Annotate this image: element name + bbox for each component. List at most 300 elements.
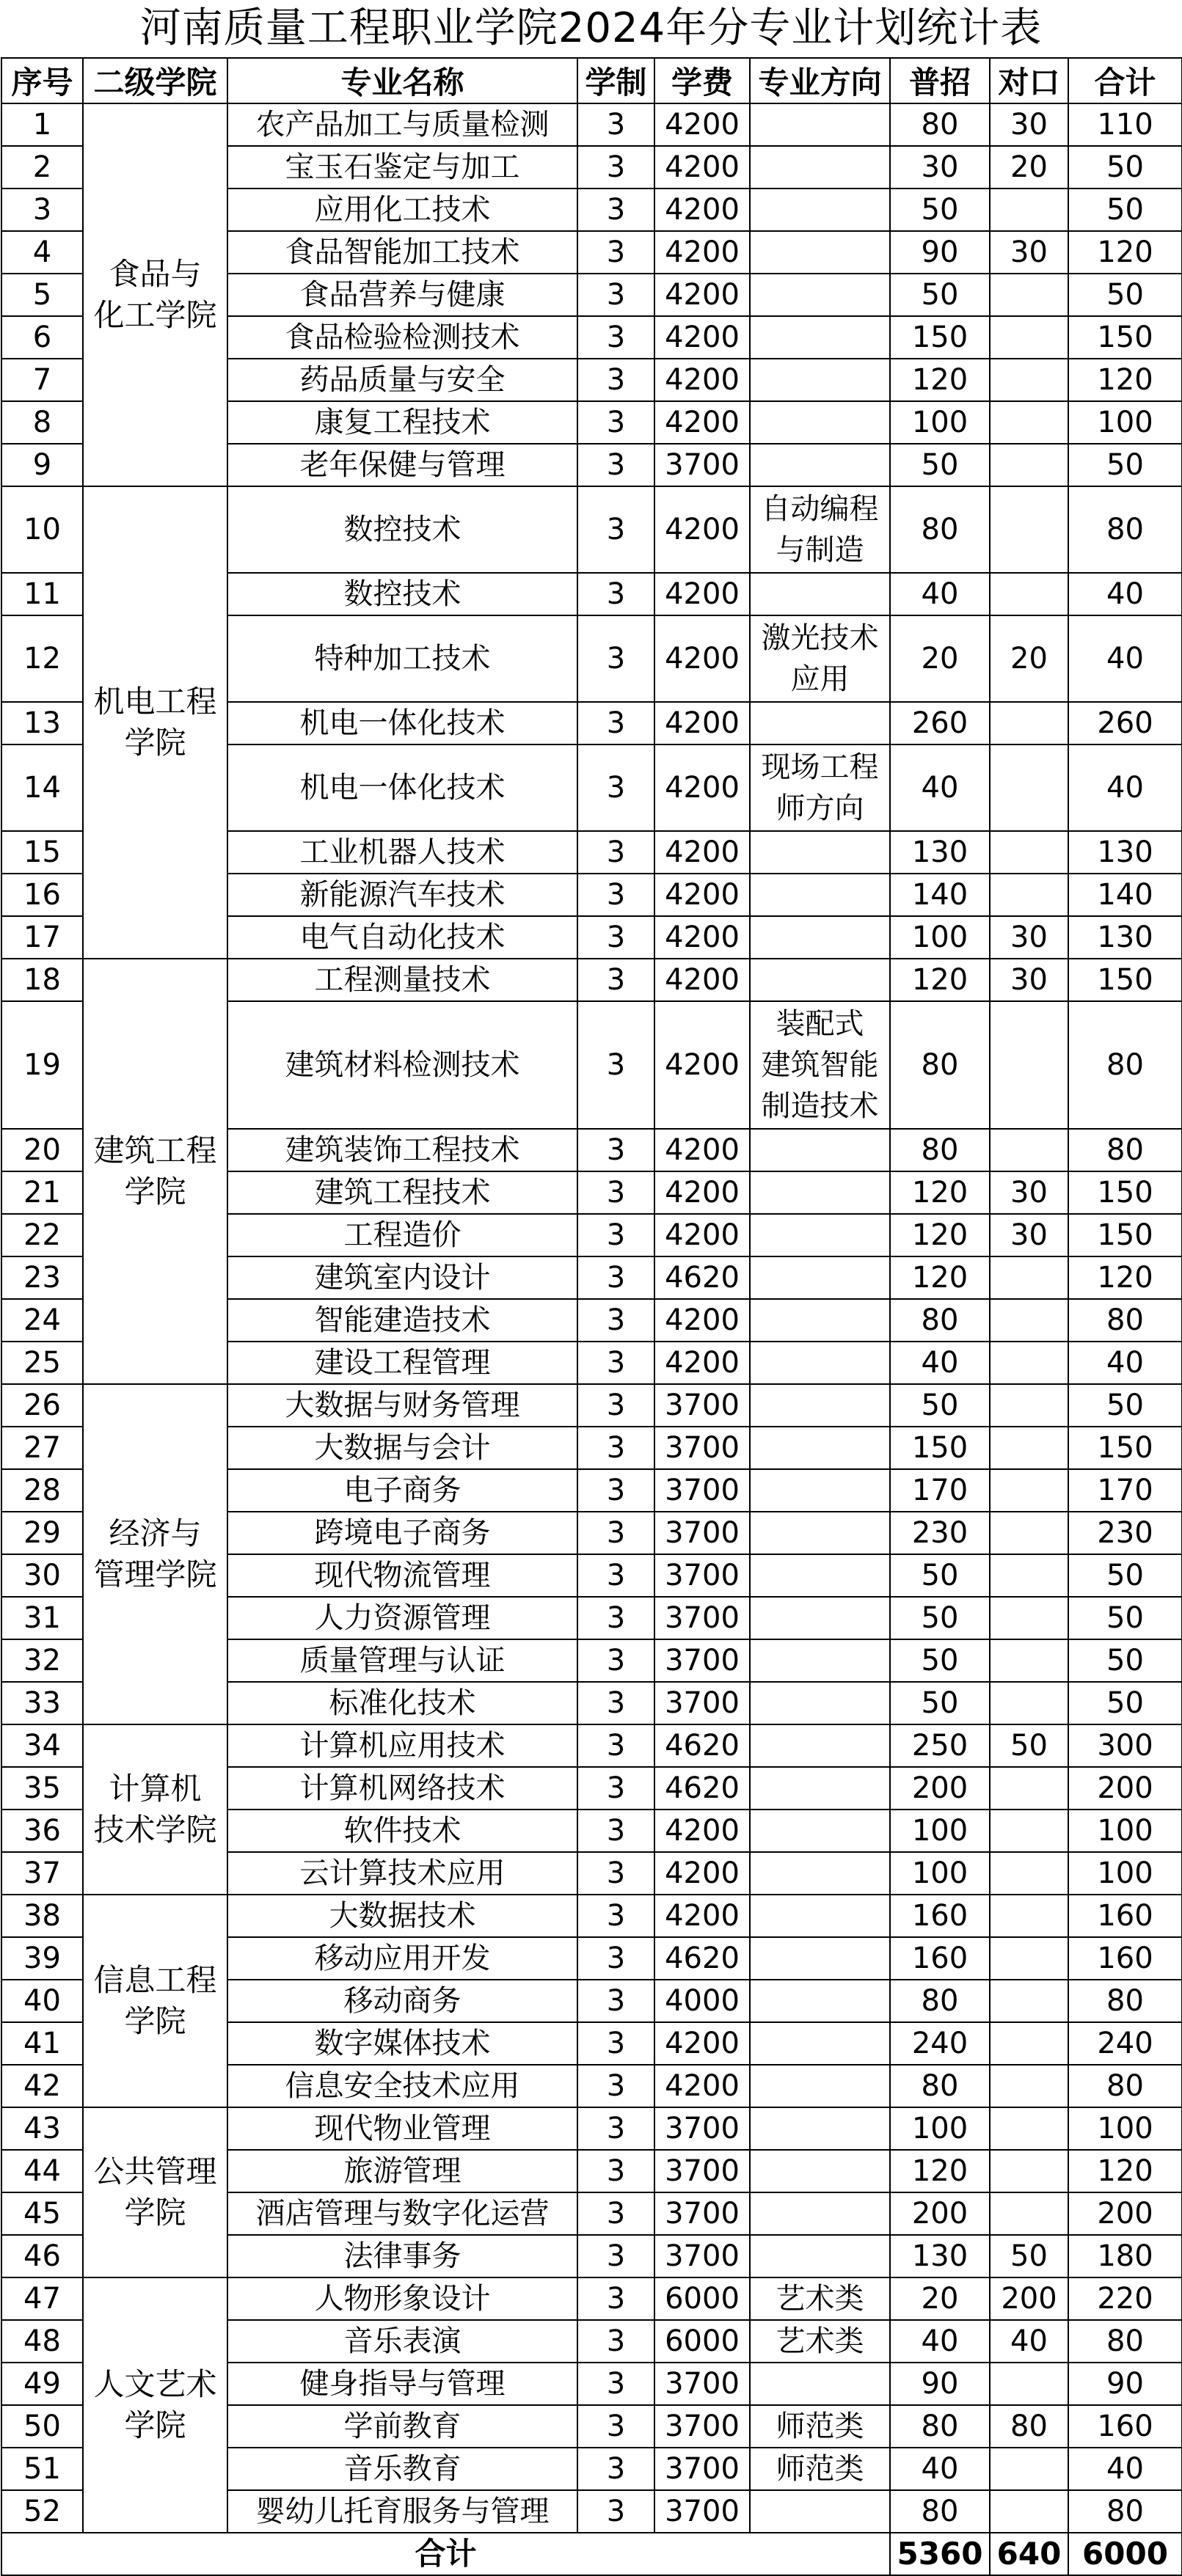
cell-years: 3 xyxy=(577,2150,654,2192)
cell-no: 22 xyxy=(1,1214,83,1256)
cell-no: 16 xyxy=(1,874,83,916)
cell-major: 音乐教育 xyxy=(227,2448,577,2490)
total-row xyxy=(1,2533,1182,2575)
cell-total: 80 xyxy=(1068,1980,1182,2022)
cell-no: 27 xyxy=(1,1427,83,1469)
cell-major: 食品营养与健康 xyxy=(227,274,577,316)
cell-years: 3 xyxy=(577,1810,654,1852)
cell-years: 3 xyxy=(577,1427,654,1469)
cell-no: 13 xyxy=(1,702,83,744)
cell-total: 40 xyxy=(1068,615,1182,702)
cell-direction xyxy=(750,1895,890,1937)
cell-general: 80 xyxy=(890,103,990,146)
cell-years: 3 xyxy=(577,916,654,959)
cell-years: 3 xyxy=(577,1937,654,1980)
cell-fee: 3700 xyxy=(654,2235,750,2277)
cell-major: 电气自动化技术 xyxy=(227,916,577,959)
cell-general: 120 xyxy=(890,1256,990,1299)
header-total: 合计 xyxy=(1068,58,1182,103)
cell-years: 3 xyxy=(577,1597,654,1639)
cell-direction xyxy=(750,231,890,274)
cell-total: 50 xyxy=(1068,1639,1182,1682)
cell-years: 3 xyxy=(577,1512,654,1554)
cell-fee: 6000 xyxy=(654,2320,750,2363)
cell-vocational: 30 xyxy=(990,231,1068,274)
cell-no: 18 xyxy=(1,959,83,1001)
cell-vocational xyxy=(990,1639,1068,1682)
cell-total: 40 xyxy=(1068,573,1182,615)
table-row xyxy=(1,959,1182,1001)
cell-major: 大数据技术 xyxy=(227,1895,577,1937)
cell-vocational xyxy=(990,1384,1068,1427)
cell-direction: 激光技术 应用 xyxy=(750,615,890,702)
cell-major: 计算机应用技术 xyxy=(227,1724,577,1767)
cell-major: 人物形象设计 xyxy=(227,2277,577,2320)
cell-general: 260 xyxy=(890,702,990,744)
cell-no: 17 xyxy=(1,916,83,959)
cell-general: 50 xyxy=(890,444,990,486)
header-row xyxy=(1,58,1182,103)
cell-vocational xyxy=(990,2022,1068,2065)
cell-no: 8 xyxy=(1,401,83,444)
cell-no: 11 xyxy=(1,573,83,615)
cell-no: 25 xyxy=(1,1342,83,1384)
cell-major: 大数据与会计 xyxy=(227,1427,577,1469)
cell-vocational xyxy=(990,702,1068,744)
cell-vocational: 30 xyxy=(990,1214,1068,1256)
total-label: 合计 xyxy=(1,2533,890,2575)
cell-total: 50 xyxy=(1068,146,1182,189)
cell-fee: 4200 xyxy=(654,831,750,874)
cell-total: 50 xyxy=(1068,1554,1182,1597)
cell-general: 250 xyxy=(890,1724,990,1767)
cell-fee: 4200 xyxy=(654,316,750,359)
cell-direction xyxy=(750,916,890,959)
cell-direction xyxy=(750,1767,890,1810)
cell-fee: 4200 xyxy=(654,744,750,831)
cell-vocational xyxy=(990,1469,1068,1512)
cell-direction xyxy=(750,1384,890,1427)
cell-no: 33 xyxy=(1,1682,83,1724)
cell-vocational: 50 xyxy=(990,1724,1068,1767)
cell-years: 3 xyxy=(577,573,654,615)
plan-table xyxy=(1,57,1182,2576)
cell-years: 3 xyxy=(577,1852,654,1895)
cell-fee: 3700 xyxy=(654,1512,750,1554)
cell-general: 120 xyxy=(890,2150,990,2192)
cell-general: 40 xyxy=(890,744,990,831)
cell-fee: 6000 xyxy=(654,2277,750,2320)
cell-years: 3 xyxy=(577,444,654,486)
cell-major: 特种加工技术 xyxy=(227,615,577,702)
header-years: 学制 xyxy=(577,58,654,103)
cell-direction xyxy=(750,2363,890,2405)
cell-direction: 艺术类 xyxy=(750,2320,890,2363)
table-row xyxy=(1,103,1182,146)
cell-years: 3 xyxy=(577,1639,654,1682)
cell-vocational xyxy=(990,2448,1068,2490)
table-row xyxy=(1,2277,1182,2320)
cell-vocational xyxy=(990,2490,1068,2533)
cell-years: 3 xyxy=(577,2448,654,2490)
cell-vocational xyxy=(990,1682,1068,1724)
cell-total: 40 xyxy=(1068,2448,1182,2490)
cell-general: 130 xyxy=(890,831,990,874)
cell-years: 3 xyxy=(577,2235,654,2277)
cell-fee: 4200 xyxy=(654,274,750,316)
cell-years: 3 xyxy=(577,2490,654,2533)
table-body xyxy=(1,103,1182,2533)
cell-direction xyxy=(750,1597,890,1639)
cell-no: 45 xyxy=(1,2192,83,2235)
cell-fee: 3700 xyxy=(654,2107,750,2150)
cell-fee: 3700 xyxy=(654,2490,750,2533)
cell-fee: 4200 xyxy=(654,359,750,401)
cell-major: 智能建造技术 xyxy=(227,1299,577,1342)
cell-no: 50 xyxy=(1,2405,83,2448)
cell-fee: 4200 xyxy=(654,1852,750,1895)
cell-major: 电子商务 xyxy=(227,1469,577,1512)
cell-total: 80 xyxy=(1068,2065,1182,2107)
cell-fee: 4200 xyxy=(654,916,750,959)
header-direction: 专业方向 xyxy=(750,58,890,103)
cell-total: 150 xyxy=(1068,1427,1182,1469)
cell-general: 120 xyxy=(890,1214,990,1256)
cell-years: 3 xyxy=(577,2192,654,2235)
cell-general: 200 xyxy=(890,2192,990,2235)
cell-total: 90 xyxy=(1068,2363,1182,2405)
cell-direction xyxy=(750,1129,890,1171)
cell-major: 现代物业管理 xyxy=(227,2107,577,2150)
cell-years: 3 xyxy=(577,2320,654,2363)
cell-fee: 4620 xyxy=(654,1724,750,1767)
cell-major: 酒店管理与数字化运营 xyxy=(227,2192,577,2235)
cell-years: 3 xyxy=(577,1129,654,1171)
cell-no: 38 xyxy=(1,1895,83,1937)
cell-total: 220 xyxy=(1068,2277,1182,2320)
cell-major: 建筑装饰工程技术 xyxy=(227,1129,577,1171)
cell-major: 旅游管理 xyxy=(227,2150,577,2192)
cell-general: 50 xyxy=(890,1384,990,1427)
cell-vocational xyxy=(990,316,1068,359)
cell-fee: 3700 xyxy=(654,2448,750,2490)
cell-vocational xyxy=(990,744,1068,831)
cell-vocational xyxy=(990,1767,1068,1810)
cell-fee: 4200 xyxy=(654,1001,750,1129)
cell-no: 5 xyxy=(1,274,83,316)
cell-total: 50 xyxy=(1068,1384,1182,1427)
cell-direction xyxy=(750,444,890,486)
cell-years: 3 xyxy=(577,1214,654,1256)
table-row xyxy=(1,1895,1182,1937)
cell-general: 130 xyxy=(890,2235,990,2277)
cell-fee: 3700 xyxy=(654,1384,750,1427)
page-title: 河南质量工程职业学院2024年分专业计划统计表 xyxy=(139,4,1043,52)
cell-fee: 4200 xyxy=(654,874,750,916)
cell-total: 130 xyxy=(1068,916,1182,959)
cell-total: 80 xyxy=(1068,1299,1182,1342)
cell-vocational xyxy=(990,1895,1068,1937)
cell-vocational xyxy=(990,1852,1068,1895)
cell-no: 31 xyxy=(1,1597,83,1639)
cell-vocational xyxy=(990,874,1068,916)
cell-vocational xyxy=(990,1427,1068,1469)
cell-years: 3 xyxy=(577,744,654,831)
cell-direction xyxy=(750,1724,890,1767)
cell-fee: 4620 xyxy=(654,1937,750,1980)
cell-direction xyxy=(750,2065,890,2107)
cell-vocational xyxy=(990,831,1068,874)
cell-years: 3 xyxy=(577,2022,654,2065)
cell-direction xyxy=(750,1469,890,1512)
cell-fee: 4200 xyxy=(654,573,750,615)
cell-no: 10 xyxy=(1,486,83,573)
cell-fee: 4200 xyxy=(654,702,750,744)
cell-no: 24 xyxy=(1,1299,83,1342)
cell-fee: 4200 xyxy=(654,1895,750,1937)
cell-direction xyxy=(750,1171,890,1214)
cell-years: 3 xyxy=(577,1001,654,1129)
cell-total: 150 xyxy=(1068,316,1182,359)
cell-total: 130 xyxy=(1068,831,1182,874)
cell-major: 数控技术 xyxy=(227,573,577,615)
cell-fee: 3700 xyxy=(654,1427,750,1469)
cell-major: 软件技术 xyxy=(227,1810,577,1852)
cell-major: 药品质量与安全 xyxy=(227,359,577,401)
cell-direction xyxy=(750,1980,890,2022)
cell-years: 3 xyxy=(577,2277,654,2320)
cell-no: 49 xyxy=(1,2363,83,2405)
cell-major: 建筑工程技术 xyxy=(227,1171,577,1214)
cell-general: 150 xyxy=(890,1427,990,1469)
cell-total: 40 xyxy=(1068,744,1182,831)
cell-major: 应用化工技术 xyxy=(227,189,577,231)
cell-no: 26 xyxy=(1,1384,83,1427)
cell-direction xyxy=(750,1512,890,1554)
cell-general: 80 xyxy=(890,2405,990,2448)
cell-no: 43 xyxy=(1,2107,83,2150)
cell-major: 工程造价 xyxy=(227,1214,577,1256)
cell-direction xyxy=(750,1852,890,1895)
cell-direction xyxy=(750,2235,890,2277)
cell-total: 150 xyxy=(1068,1171,1182,1214)
cell-fee: 3700 xyxy=(654,2405,750,2448)
cell-years: 3 xyxy=(577,274,654,316)
cell-years: 3 xyxy=(577,486,654,573)
cell-no: 7 xyxy=(1,359,83,401)
cell-no: 20 xyxy=(1,1129,83,1171)
total-general: 5360 xyxy=(890,2533,990,2575)
cell-years: 3 xyxy=(577,1256,654,1299)
cell-vocational xyxy=(990,1512,1068,1554)
header-college: 二级学院 xyxy=(83,58,227,103)
cell-no: 32 xyxy=(1,1639,83,1682)
cell-vocational: 200 xyxy=(990,2277,1068,2320)
cell-direction xyxy=(750,831,890,874)
cell-major: 移动商务 xyxy=(227,1980,577,2022)
cell-total: 150 xyxy=(1068,1214,1182,1256)
cell-major: 计算机网络技术 xyxy=(227,1767,577,1810)
cell-college: 经济与 管理学院 xyxy=(83,1384,227,1724)
cell-major: 云计算技术应用 xyxy=(227,1852,577,1895)
cell-years: 3 xyxy=(577,1682,654,1724)
cell-major: 康复工程技术 xyxy=(227,401,577,444)
cell-general: 80 xyxy=(890,1980,990,2022)
cell-fee: 4000 xyxy=(654,1980,750,2022)
cell-direction xyxy=(750,401,890,444)
cell-general: 50 xyxy=(890,1639,990,1682)
cell-no: 39 xyxy=(1,1937,83,1980)
cell-college: 人文艺术 学院 xyxy=(83,2277,227,2533)
cell-total: 50 xyxy=(1068,274,1182,316)
cell-major: 老年保健与管理 xyxy=(227,444,577,486)
cell-direction xyxy=(750,1639,890,1682)
cell-general: 90 xyxy=(890,2363,990,2405)
cell-total: 80 xyxy=(1068,486,1182,573)
cell-direction xyxy=(750,1554,890,1597)
cell-total: 50 xyxy=(1068,189,1182,231)
cell-general: 40 xyxy=(890,1342,990,1384)
cell-general: 50 xyxy=(890,1554,990,1597)
cell-vocational xyxy=(990,1299,1068,1342)
cell-total: 230 xyxy=(1068,1512,1182,1554)
cell-vocational: 20 xyxy=(990,615,1068,702)
cell-direction: 艺术类 xyxy=(750,2277,890,2320)
cell-major: 食品智能加工技术 xyxy=(227,231,577,274)
cell-general: 50 xyxy=(890,1597,990,1639)
cell-college: 信息工程 学院 xyxy=(83,1895,227,2107)
cell-no: 34 xyxy=(1,1724,83,1767)
cell-no: 35 xyxy=(1,1767,83,1810)
cell-college: 公共管理 学院 xyxy=(83,2107,227,2277)
header-major: 专业名称 xyxy=(227,58,577,103)
cell-direction xyxy=(750,103,890,146)
cell-fee: 3700 xyxy=(654,1639,750,1682)
cell-major: 大数据与财务管理 xyxy=(227,1384,577,1427)
cell-general: 50 xyxy=(890,1682,990,1724)
cell-major: 跨境电子商务 xyxy=(227,1512,577,1554)
cell-total: 180 xyxy=(1068,2235,1182,2277)
cell-fee: 3700 xyxy=(654,1597,750,1639)
cell-direction xyxy=(750,959,890,1001)
cell-years: 3 xyxy=(577,1384,654,1427)
cell-direction xyxy=(750,189,890,231)
cell-years: 3 xyxy=(577,1895,654,1937)
cell-college: 建筑工程 学院 xyxy=(83,959,227,1384)
cell-general: 170 xyxy=(890,1469,990,1512)
cell-fee: 4200 xyxy=(654,1214,750,1256)
cell-total: 50 xyxy=(1068,1597,1182,1639)
cell-major: 数控技术 xyxy=(227,486,577,573)
cell-major: 机电一体化技术 xyxy=(227,744,577,831)
cell-general: 120 xyxy=(890,1171,990,1214)
cell-total: 120 xyxy=(1068,2150,1182,2192)
cell-total: 150 xyxy=(1068,959,1182,1001)
cell-major: 新能源汽车技术 xyxy=(227,874,577,916)
cell-vocational xyxy=(990,1810,1068,1852)
cell-years: 3 xyxy=(577,874,654,916)
cell-no: 51 xyxy=(1,2448,83,2490)
cell-fee: 3700 xyxy=(654,2192,750,2235)
cell-years: 3 xyxy=(577,2405,654,2448)
cell-general: 230 xyxy=(890,1512,990,1554)
cell-no: 12 xyxy=(1,615,83,702)
cell-years: 3 xyxy=(577,146,654,189)
cell-direction xyxy=(750,1214,890,1256)
cell-vocational xyxy=(990,274,1068,316)
cell-total: 120 xyxy=(1068,1256,1182,1299)
cell-college: 机电工程 学院 xyxy=(83,486,227,959)
cell-general: 40 xyxy=(890,2448,990,2490)
cell-general: 200 xyxy=(890,1767,990,1810)
cell-fee: 4200 xyxy=(654,959,750,1001)
cell-total: 200 xyxy=(1068,2192,1182,2235)
cell-years: 3 xyxy=(577,1980,654,2022)
cell-vocational: 40 xyxy=(990,2320,1068,2363)
cell-vocational: 50 xyxy=(990,2235,1068,2277)
cell-total: 100 xyxy=(1068,1852,1182,1895)
cell-no: 46 xyxy=(1,2235,83,2277)
cell-no: 1 xyxy=(1,103,83,146)
cell-vocational xyxy=(990,1256,1068,1299)
cell-vocational xyxy=(990,2107,1068,2150)
cell-years: 3 xyxy=(577,831,654,874)
cell-fee: 4200 xyxy=(654,189,750,231)
cell-major: 建设工程管理 xyxy=(227,1342,577,1384)
cell-general: 80 xyxy=(890,2490,990,2533)
cell-no: 21 xyxy=(1,1171,83,1214)
cell-major: 健身指导与管理 xyxy=(227,2363,577,2405)
cell-no: 44 xyxy=(1,2150,83,2192)
cell-vocational: 30 xyxy=(990,959,1068,1001)
cell-years: 3 xyxy=(577,1767,654,1810)
cell-total: 80 xyxy=(1068,2320,1182,2363)
cell-major: 数字媒体技术 xyxy=(227,2022,577,2065)
cell-major: 人力资源管理 xyxy=(227,1597,577,1639)
cell-major: 工程测量技术 xyxy=(227,959,577,1001)
cell-general: 50 xyxy=(890,274,990,316)
header-general: 普招 xyxy=(890,58,990,103)
cell-total: 120 xyxy=(1068,359,1182,401)
cell-direction xyxy=(750,274,890,316)
cell-college: 食品与 化工学院 xyxy=(83,103,227,486)
cell-total: 50 xyxy=(1068,1682,1182,1724)
cell-total: 80 xyxy=(1068,2490,1182,2533)
cell-vocational xyxy=(990,401,1068,444)
cell-major: 质量管理与认证 xyxy=(227,1639,577,1682)
cell-years: 3 xyxy=(577,615,654,702)
cell-vocational xyxy=(990,1937,1068,1980)
cell-fee: 4200 xyxy=(654,2022,750,2065)
cell-no: 14 xyxy=(1,744,83,831)
cell-no: 4 xyxy=(1,231,83,274)
cell-direction xyxy=(750,702,890,744)
cell-major: 法律事务 xyxy=(227,2235,577,2277)
cell-total: 160 xyxy=(1068,1895,1182,1937)
cell-general: 240 xyxy=(890,2022,990,2065)
cell-vocational xyxy=(990,1342,1068,1384)
cell-vocational xyxy=(990,2065,1068,2107)
cell-total: 300 xyxy=(1068,1724,1182,1767)
cell-fee: 4200 xyxy=(654,486,750,573)
cell-general: 150 xyxy=(890,316,990,359)
cell-vocational: 80 xyxy=(990,2405,1068,2448)
cell-direction: 现场工程 师方向 xyxy=(750,744,890,831)
cell-general: 40 xyxy=(890,573,990,615)
cell-total: 110 xyxy=(1068,103,1182,146)
cell-general: 120 xyxy=(890,959,990,1001)
cell-general: 90 xyxy=(890,231,990,274)
